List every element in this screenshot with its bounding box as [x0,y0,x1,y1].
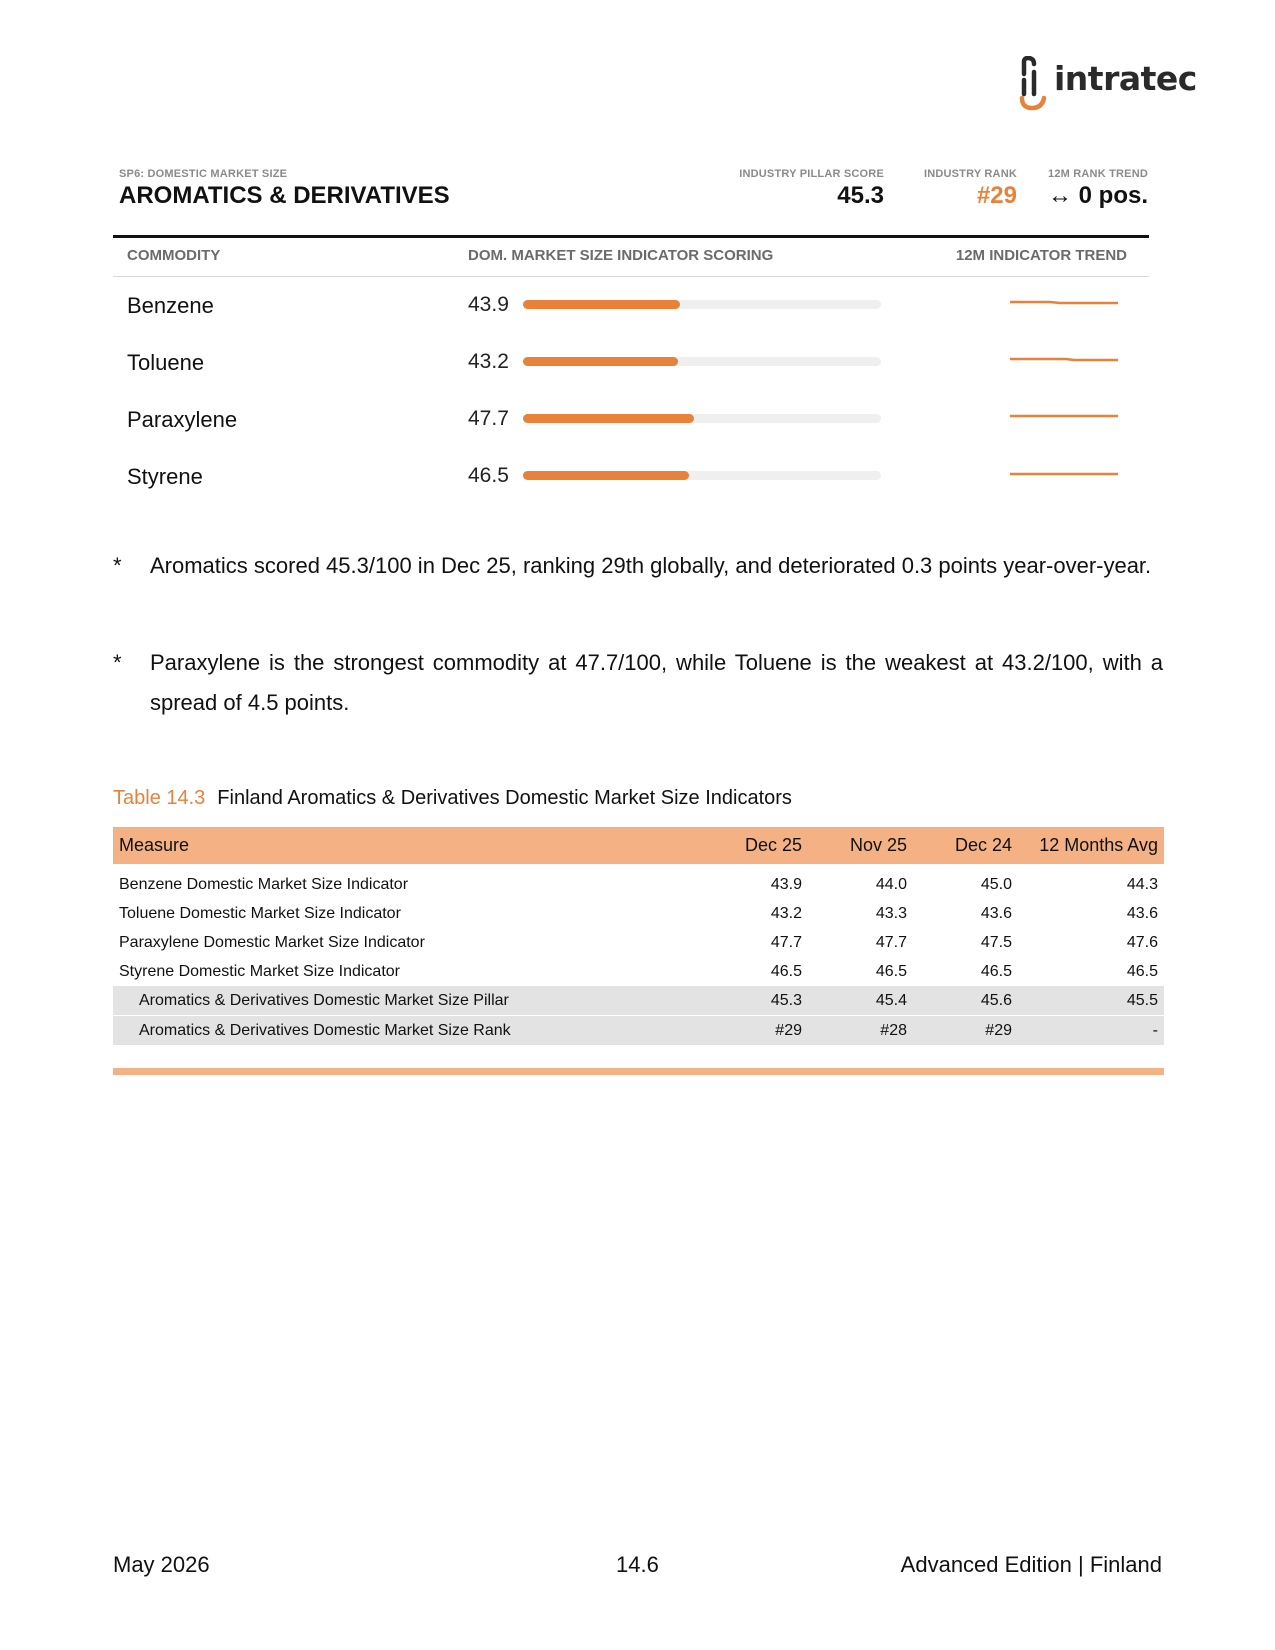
cell-value: 43.3 [875,904,907,922]
score-bar-fill [523,357,678,366]
cell-value: #28 [808,1016,913,1046]
commodity-name: Paraxylene [127,407,238,432]
commodity-row [113,401,1149,441]
cell-value: 44.0 [875,875,907,893]
commodity-score: 47.7 [468,407,509,430]
pillar-score-label: INDUSTRY PILLAR SCORE [739,168,884,180]
trend-sparkline [1008,463,1120,483]
section-title: AROMATICS & DERIVATIVES [119,182,450,209]
table-row [113,870,1164,899]
intratec-logo [1018,56,1197,112]
cell-measure: Paraxylene Domestic Market Size Indicator [119,933,425,951]
score-bar-fill [523,414,694,423]
table-row-aggregate [113,1016,1164,1046]
cell-measure: Benzene Domestic Market Size Indicator [119,875,409,893]
industry-rank-value: #29 [976,182,1017,209]
cell-value: 47.5 [980,933,1012,951]
indicators-table [113,827,1164,1046]
commodity-score: 43.2 [468,350,509,373]
cell-measure: Aromatics & Derivatives Domestic Market Size Pillar [113,986,703,1016]
industry-rank-label: INDUSTRY RANK [923,168,1017,180]
cell-value: 47.7 [875,933,907,951]
section-label: SP6: DOMESTIC MARKET SIZE [119,168,288,180]
column-header-scoring: DOM. MARKET SIZE INDICATOR SCORING [468,247,774,264]
trend-sparkline [1008,349,1120,369]
cell-value: 46.5 [980,962,1012,980]
header-dec25: Dec 25 [744,835,802,855]
footer-page-number: 14.6 [616,1552,659,1577]
logo-wordmark: intratec [1054,59,1197,98]
commodity-name: Toluene [127,350,205,375]
score-bar-track [523,357,881,366]
trend-sparkline [1008,292,1120,312]
cell-value: 45.4 [808,986,913,1016]
score-bar-fill [523,300,680,309]
commodity-row [113,287,1149,327]
cell-value: 45.6 [913,986,1018,1016]
header-measure: Measure [119,835,190,855]
cell-value: 43.6 [1126,904,1158,922]
header-12m-avg: 12 Months Avg [1039,835,1158,855]
commodity-score: 46.5 [468,464,509,487]
cell-value: 46.5 [875,962,907,980]
score-bar-fill [523,471,689,480]
table-row-aggregate [113,986,1164,1016]
table-title: Finland Aromatics & Derivatives Domestic Market Size Indicators [217,787,792,809]
header-nov25: Nov 25 [849,835,907,855]
score-bar-track [523,414,881,423]
cell-value: 43.6 [980,904,1012,922]
cell-value: 46.5 [770,962,802,980]
commodity-score: 43.9 [468,293,509,316]
cell-value: 43.9 [770,875,802,893]
cell-value: 45.3 [703,986,808,1016]
bullet-text: Aromatics scored 45.3/100 in Dec 25, ranking 29th globally, and deteriorated 0.3 points year-over-year. [150,553,1152,578]
summary-bullet [113,643,1163,723]
cell-value: 47.7 [770,933,802,951]
rank-trend-value: ↔ 0 pos. [1047,182,1148,209]
table-row [113,957,1164,986]
cell-value: 46.5 [1126,962,1158,980]
cell-value: #29 [913,1016,1018,1046]
cell-value: 43.2 [770,904,802,922]
cell-measure: Styrene Domestic Market Size Indicator [119,962,400,980]
cell-value: 45.0 [980,875,1012,893]
footer-date: May 2026 [113,1552,210,1577]
pillar-score-value: 45.3 [837,182,884,209]
cell-value: - [1018,1016,1164,1046]
table-row [113,928,1164,957]
table-number: Table 14.3 [113,787,206,809]
cell-measure: Toluene Domestic Market Size Indicator [119,904,401,922]
bullet-marker: * [113,553,122,578]
cell-value: 45.5 [1018,986,1164,1016]
cell-value: 47.6 [1126,933,1158,951]
table-bottom-rule [113,1068,1164,1075]
column-header-commodity: COMMODITY [127,247,221,264]
table-header-row [113,827,1164,864]
cell-measure: Aromatics & Derivatives Domestic Market Size Rank [113,1016,703,1046]
cell-value: #29 [703,1016,808,1046]
table-row [113,899,1164,928]
commodity-name: Styrene [127,464,203,489]
rank-trend-label: 12M RANK TREND [1048,168,1148,180]
header-divider [113,235,1149,238]
cell-value: 44.3 [1126,875,1158,893]
footer-edition: Advanced Edition | Finland [900,1552,1162,1577]
score-bar-track [523,471,881,480]
commodity-row [113,344,1149,384]
column-header-trend: 12M INDICATOR TREND [955,247,1127,264]
bullet-text: Paraxylene is the strongest commodity at 47.7/100, while Toluene is the weakest at 43.2/100, with a spread of 4.5 points. [150,650,1163,715]
header-dec24: Dec 24 [954,835,1012,855]
commodity-row [113,458,1149,498]
score-bar-track [523,300,881,309]
commodity-name: Benzene [127,293,214,318]
trend-sparkline [1008,406,1120,426]
logo-mark-icon [1018,56,1054,112]
bullet-marker: * [113,650,122,675]
table-caption [113,787,792,810]
column-header-divider [113,276,1149,277]
summary-bullet [113,546,1163,586]
